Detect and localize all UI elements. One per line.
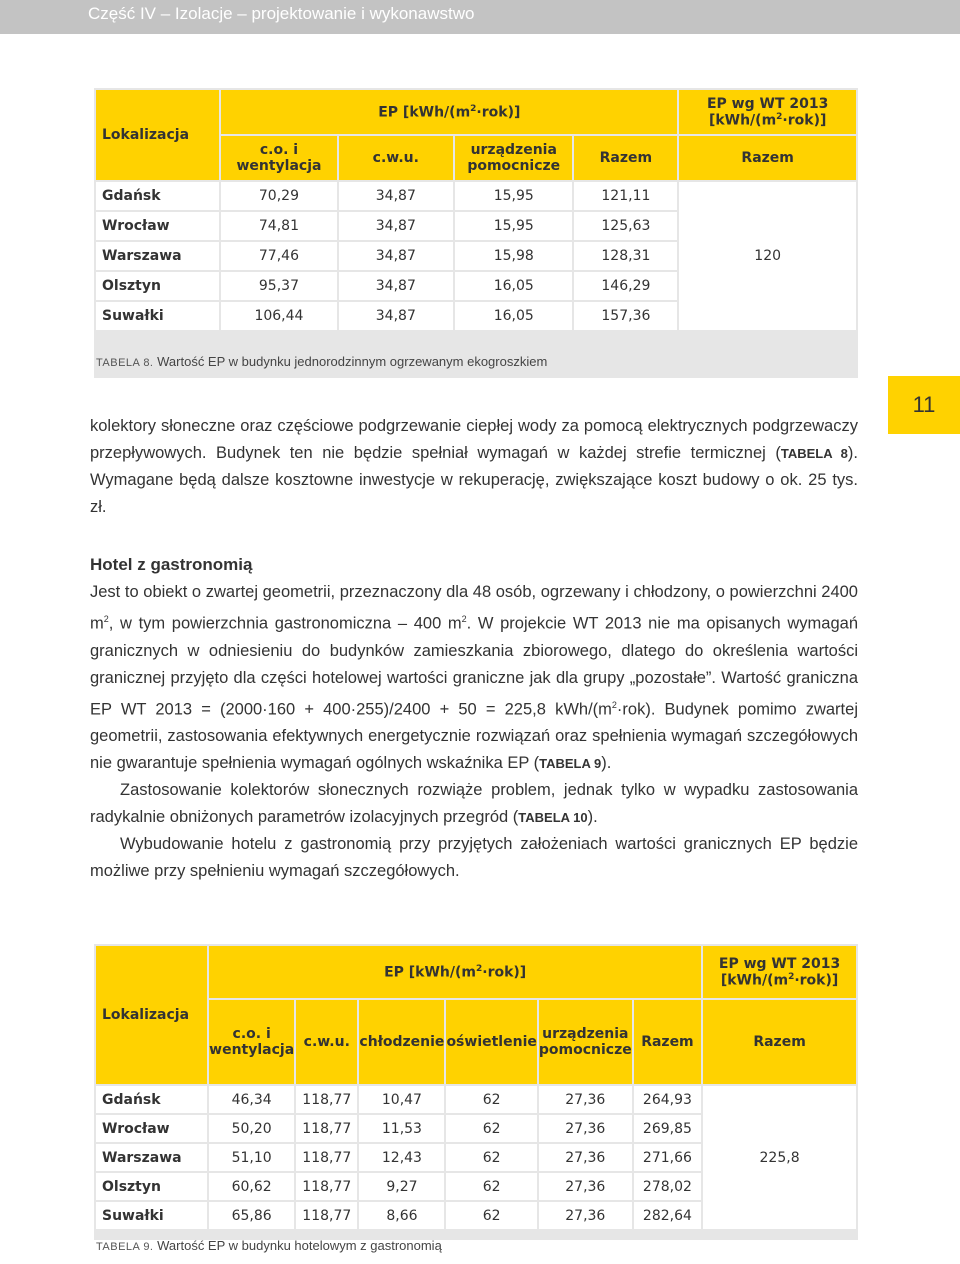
superscript: 2	[103, 614, 109, 624]
cell-urz: 15,95	[455, 182, 572, 210]
paragraph-text: Wybudowanie hotelu z gastronomią przy przyjętych założeniach wartości granicznych EP będzie możliwe przy spełnieniu wymagań szczegółowych.	[90, 835, 858, 880]
paragraph-text: ).	[587, 808, 598, 826]
cell-razem: 128,31	[574, 242, 677, 270]
cell-city: Gdańsk	[96, 1086, 207, 1113]
cell-chl: 11,53	[359, 1115, 444, 1142]
cell-cwu: 34,87	[339, 272, 453, 300]
paragraph-text: kolektory słoneczne oraz częściowe podgrzewanie ciepłej wody za pomocą elektrycznych podgrzewaczy przepływowych. Budynek ten nie będzie spełniał wymagań w każdej strefie termicznej (	[90, 417, 858, 462]
cell-co: 77,46	[221, 242, 336, 270]
header-urzadzenia: urządzenia pomocnicze	[539, 1000, 632, 1084]
header-razem-wt: Razem	[703, 1000, 856, 1084]
cell-city: Olsztyn	[96, 272, 219, 300]
cell-osw: 62	[446, 1173, 536, 1200]
header-co: c.o. i wentylacja	[221, 136, 336, 180]
table-8-caption	[96, 354, 547, 369]
table-ref[interactable]: TABELA 8	[780, 446, 848, 461]
header-ep-group: EP $[kWh/(m^2\cdot rok)]$	[221, 90, 677, 134]
header-co: c.o. i wentylacja	[209, 1000, 294, 1084]
cell-osw: 62	[446, 1202, 536, 1229]
paragraph-text: ). Wymagane będą dalsze kosztowne inwestycje w rekuperację, zwiększające koszt budowy o ok. 25 tys. zł.	[90, 444, 858, 516]
header-razem: Razem	[634, 1000, 701, 1084]
cell-co: 106,44	[221, 302, 336, 330]
cell-osw: 62	[446, 1086, 536, 1113]
paragraph-text: . W projekcie WT 2013 nie ma opisanych wymagań granicznych w odniesieniu do budynków zamieszkania zbiorowego, dlatego do określenia wartości granicznej przyjęto dla części hotelowej wartości graniczne jak dla grupy „pozostałe”. Wartość graniczna EP WT 2013 = (2000·160 + 400·255)/2400 + 50 = 225,8 kWh/(m	[90, 614, 859, 718]
cell-urz: 16,05	[455, 272, 572, 300]
caption-label: TABELA 9.	[96, 1241, 154, 1253]
cell-wt-value: 225,8	[703, 1086, 856, 1229]
cell-city: Wrocław	[96, 1115, 207, 1142]
cell-city: Wrocław	[96, 212, 219, 240]
cell-chl: 12,43	[359, 1144, 444, 1171]
cell-city: Suwałki	[96, 1202, 207, 1229]
cell-chl: 8,66	[359, 1202, 444, 1229]
running-header	[0, 0, 960, 34]
cell-osw: 62	[446, 1144, 536, 1171]
cell-cwu: 34,87	[339, 242, 453, 270]
cell-urz: 15,95	[455, 212, 572, 240]
cell-urz: 16,05	[455, 302, 572, 330]
cell-urz: 27,36	[539, 1202, 632, 1229]
table-8	[94, 88, 858, 378]
section-heading: Hotel z gastronomią	[90, 555, 253, 574]
cell-osw: 62	[446, 1115, 536, 1142]
cell-chl: 10,47	[359, 1086, 444, 1113]
header-chlodzenie: chłodzenie	[359, 1000, 444, 1084]
header-ep-group: EP $[kWh/(m^2\cdot rok)]$	[209, 946, 701, 998]
cell-city: Suwałki	[96, 302, 219, 330]
page-number-tab	[888, 376, 960, 434]
cell-cwu: 34,87	[339, 302, 453, 330]
header-razem: Razem	[574, 136, 677, 180]
table-9-caption	[96, 1238, 442, 1253]
cell-city: Olsztyn	[96, 1173, 207, 1200]
cell-cwu: 34,87	[339, 182, 453, 210]
cell-co: 70,29	[221, 182, 336, 210]
page-number: 11	[912, 392, 936, 417]
header-ep-wt-group: EP wg WT 2013 $[kWh/(m^2\cdot rok)]$	[679, 90, 856, 134]
paragraph-text: ).	[601, 754, 612, 772]
header-ep-wt-group: EP wg WT 2013 $[kWh/(m^2\cdot rok)]$	[703, 946, 856, 998]
cell-cwu: 118,77	[296, 1144, 357, 1171]
cell-urz: 27,36	[539, 1086, 632, 1113]
cell-wt-value: 120	[679, 182, 856, 330]
caption-text: Wartość EP w budynku hotelowym z gastronomią	[157, 1238, 442, 1253]
header-oswietlenie: oświetlenie	[446, 1000, 536, 1084]
table-ref[interactable]: TABELA 10	[518, 810, 588, 825]
header-razem-wt: Razem	[679, 136, 856, 180]
cell-cwu: 118,77	[296, 1173, 357, 1200]
cell-chl: 9,27	[359, 1173, 444, 1200]
header-lokalizacja: Lokalizacja	[96, 90, 219, 180]
cell-urz: 27,36	[539, 1144, 632, 1171]
cell-cwu: 118,77	[296, 1202, 357, 1229]
paragraph-2	[90, 579, 858, 885]
paragraph-text: , w tym powierzchnia gastronomiczna – 400 m	[108, 614, 462, 633]
cell-razem: 125,63	[574, 212, 677, 240]
table-row	[96, 182, 856, 210]
caption-label: TABELA 8.	[96, 357, 154, 369]
cell-urz: 27,36	[539, 1115, 632, 1142]
paragraph-text: Zastosowanie kolektorów słonecznych rozwiąże problem, jednak tylko w wypadku zastosowania radykalnie obniżonych parametrów izolacyjnych przegród (	[90, 781, 858, 826]
running-header-title: Część IV – Izolacje – projektowanie i wykonawstwo	[88, 4, 475, 23]
cell-razem: 282,64	[634, 1202, 701, 1229]
cell-razem: 264,93	[634, 1086, 701, 1113]
header-lokalizacja: Lokalizacja	[96, 946, 207, 1084]
paragraph-text: ·rok). Budynek pomimo zwartej geometrii, zastosowania efektywnych energetycznie rozwiązań oraz spełnienia wymagań szczegółowych nie gwarantuje spełnienia wymagań ogólnych wskaźnika EP (	[90, 700, 858, 772]
table-ref[interactable]: TABELA 9	[539, 756, 602, 771]
header-cwu: c.w.u.	[339, 136, 453, 180]
paragraph-text: Jest to obiekt o zwartej geometrii, przeznaczony dla 48 osób, ogrzewany i chłodzony, o powierzchni 2400 m	[90, 583, 858, 633]
superscript: 2	[611, 699, 617, 710]
cell-razem: 278,02	[634, 1173, 701, 1200]
cell-urz: 15,98	[455, 242, 572, 270]
header-urzadzenia: urządzenia pomocnicze	[455, 136, 572, 180]
superscript: 2	[461, 614, 467, 624]
cell-co: 46,34	[209, 1086, 294, 1113]
caption-text: Wartość EP w budynku jednorodzinnym ogrzewanym ekogroszkiem	[157, 354, 548, 369]
cell-razem: 271,66	[634, 1144, 701, 1171]
cell-razem: 157,36	[574, 302, 677, 330]
cell-cwu: 118,77	[296, 1086, 357, 1113]
cell-urz: 27,36	[539, 1173, 632, 1200]
header-cwu: c.w.u.	[296, 1000, 357, 1084]
cell-co: 74,81	[221, 212, 336, 240]
cell-co: 95,37	[221, 272, 336, 300]
cell-co: 51,10	[209, 1144, 294, 1171]
cell-co: 50,20	[209, 1115, 294, 1142]
cell-cwu: 34,87	[339, 212, 453, 240]
cell-co: 60,62	[209, 1173, 294, 1200]
cell-razem: 146,29	[574, 272, 677, 300]
cell-razem: 121,11	[574, 182, 677, 210]
table-9	[94, 944, 858, 1253]
cell-co: 65,86	[209, 1202, 294, 1229]
cell-city: Warszawa	[96, 1144, 207, 1171]
cell-city: Gdańsk	[96, 182, 219, 210]
paragraph-1	[90, 413, 858, 521]
cell-cwu: 118,77	[296, 1115, 357, 1142]
cell-razem: 269,85	[634, 1115, 701, 1142]
table-row	[96, 1086, 856, 1113]
cell-city: Warszawa	[96, 242, 219, 270]
